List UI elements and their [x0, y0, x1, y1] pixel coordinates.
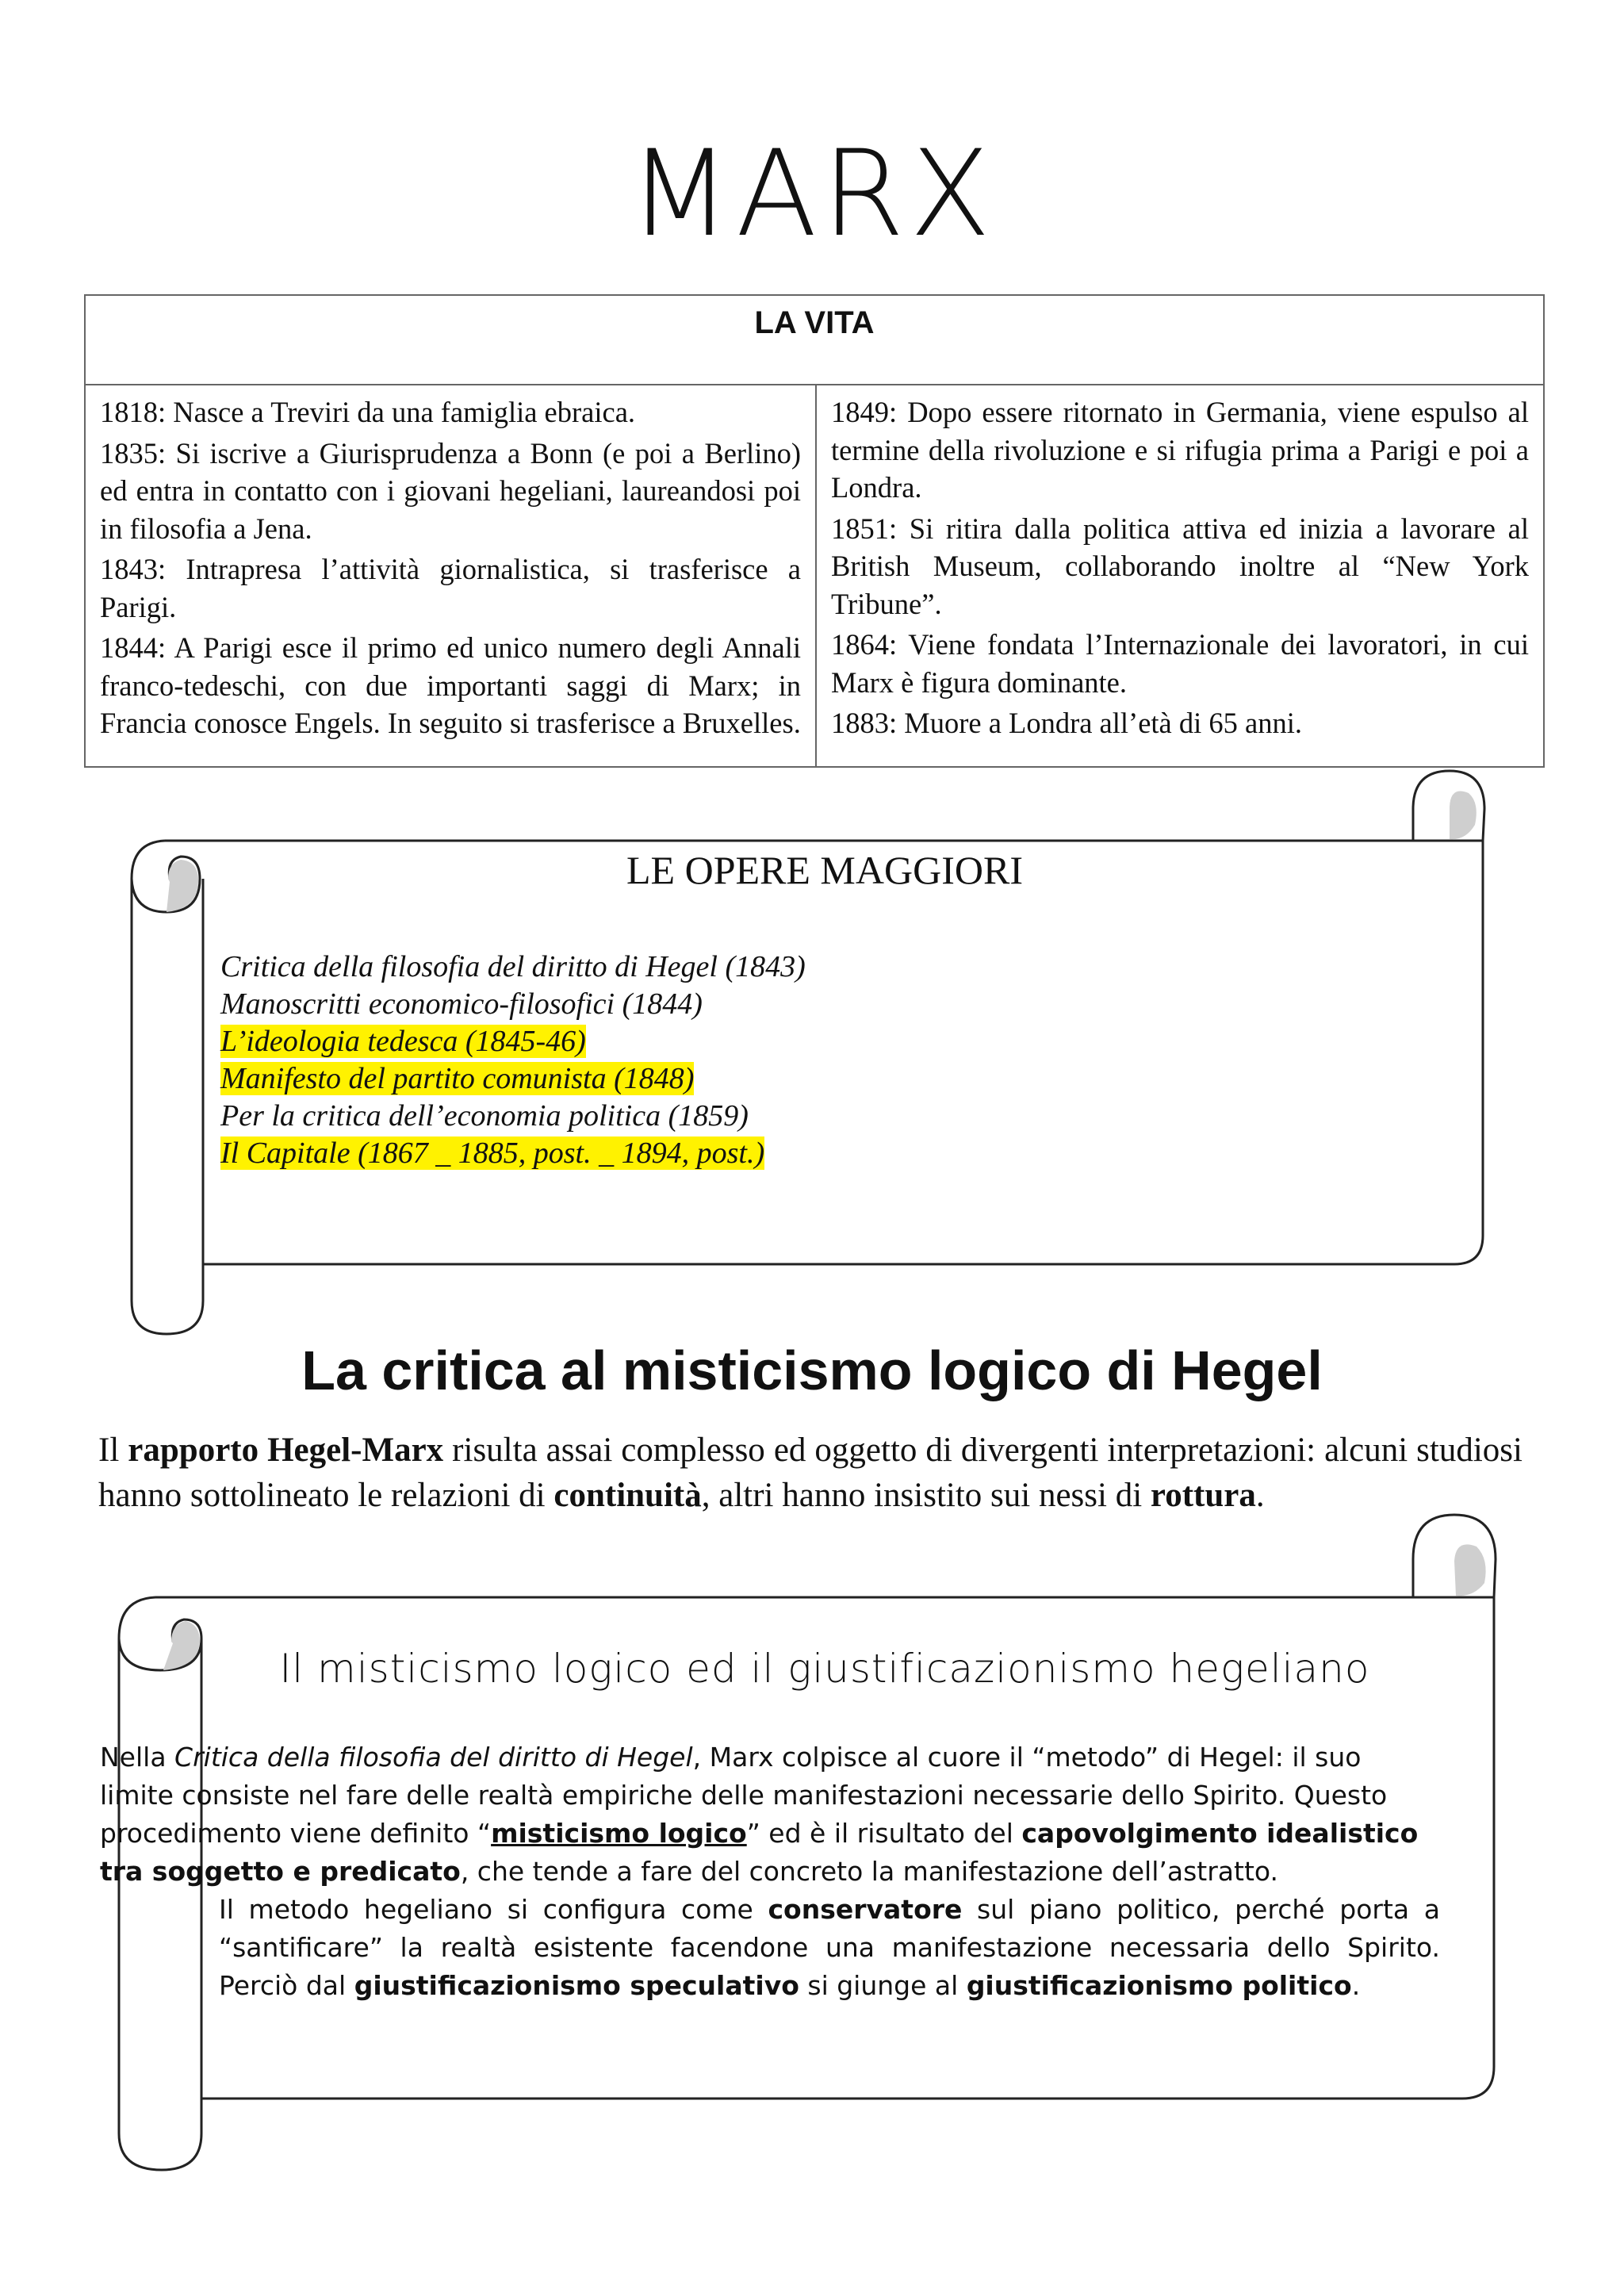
work-item: Manoscritti economico-filosofici (1844) [220, 987, 703, 1021]
opere-scroll-curl-top [1450, 792, 1477, 840]
opere-heading: LE OPERE MAGGIORI [626, 848, 1023, 892]
box-title: Il misticismo logico ed il giustificazionismo hegeliano [279, 1646, 1370, 1692]
section-title: La critica al misticismo logico di Hegel [301, 1340, 1323, 1401]
opere-scroll-curl-bottom [167, 860, 198, 912]
vita-entry: 1843: Intrapresa l’attività giornalistica, si trasferisce a Parigi. [100, 553, 801, 623]
box-text [100, 1738, 1440, 2005]
vita-entry: 1818: Nasce a Treviri da una famiglia ebraica. [100, 396, 636, 428]
work-item: Manifesto del partito comunista (1848) [220, 1062, 695, 1095]
vita-entry: 1851: Si ritira dalla politica attiva ed inizia a lavorare al British Museum, collaborando inoltre al “New York Tribune”. [831, 512, 1529, 620]
vita-heading: LA VITA [86, 296, 1543, 385]
opere-list [220, 949, 806, 1172]
vita-entry: 1844: A Parigi esce il primo ed unico numero degli Annali franco-tedeschi, con due importanti saggi di Marx; in Francia conosce Engels. In seguito si trasferisce a Bruxelles. [100, 631, 801, 739]
work-item: Per la critica dell’economia politica (1859) [220, 1099, 749, 1133]
box-scroll-curl-top [1454, 1544, 1486, 1596]
intro-paragraph: Il rapporto Hegel-Marx risulta assai complesso ed oggetto di divergenti interpretazioni: alcuni studiosi hanno sottolineato le relazioni di continuità, altri hanno insistito sui nessi di rottura. [98, 1432, 1522, 1514]
box-paragraph-1: Nella Critica della filosofia del diritto di Hegel, Marx colpisce al cuore il “metodo” di Hegel: il suo limite consiste nel fare delle realtà empiriche delle manifestazioni necessarie dello Spirito. Questo procedimento viene definito “misticismo logico” ed è il risultato del capovolgimento idealistico tra soggetto e predicato, che tende a fare del concreto la manifestazione dell’astratto. [100, 1742, 1419, 1887]
vita-entry: 1835: Si iscrive a Giurisprudenza a Bonn (e poi a Berlino) ed entra in contatto con i giovani hegeliani, laureandosi poi in filosofia a Jena. [100, 436, 801, 545]
work-item: Critica della filosofia del diritto di Hegel (1843) [220, 950, 806, 983]
vita-entry: 1864: Viene fondata l’Internazionale dei lavoratori, in cui Marx è figura dominante. [831, 628, 1529, 699]
work-item: L’ideologia tedesca (1845-46) [220, 1025, 586, 1058]
vita-entry: 1849: Dopo essere ritornato in Germania, viene espulso al termine della rivoluzione e si rifugia prima a Parigi e poi a Londra. [831, 396, 1529, 504]
work-item: Il Capitale (1867 _ 1885, post. _ 1894, post.) [220, 1137, 765, 1170]
box-scroll-curl-bottom [163, 1621, 200, 1670]
vita-entry: 1883: Muore a Londra all’età di 65 anni. [831, 707, 1302, 739]
box-paragraph-2: Il metodo hegeliano si configura come conservatore sul piano politico, perché porta a “santificare” la realtà esistente facendone una manifestazione necessaria dello Spirito. Perciò dal giustificazionismo speculativo si giunge al giustificazionismo politico. [219, 1894, 1440, 2001]
page-title: MARX [628, 125, 996, 263]
